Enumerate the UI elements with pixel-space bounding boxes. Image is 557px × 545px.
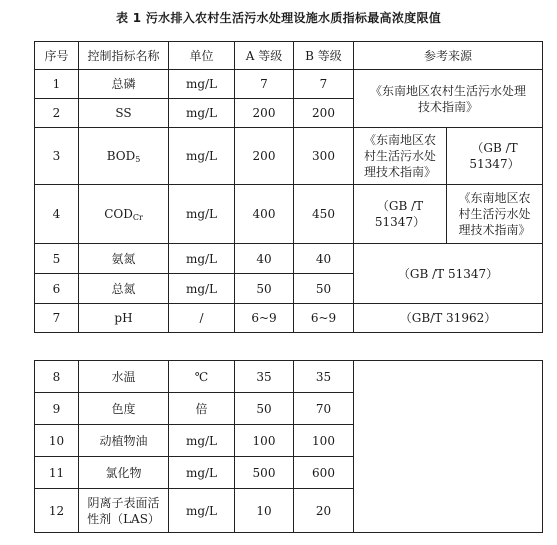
row-grade-b: 200 <box>294 99 354 128</box>
table-row <box>35 304 543 333</box>
row-no: 10 <box>35 425 79 457</box>
header-grade-b: B 等级 <box>294 42 354 70</box>
header-grade-a: A 等级 <box>235 42 294 70</box>
row-grade-b: 40 <box>294 244 354 274</box>
row-name: 阴离子表面活性剂（LAS） <box>79 489 169 533</box>
row-source: （GB /T 51347） <box>354 244 543 304</box>
table-row <box>35 185 543 244</box>
row-unit: / <box>169 304 235 333</box>
row-name: SS <box>79 99 169 128</box>
row-grade-a: 400 <box>235 185 294 244</box>
row-source-left: （GB /T 51347） <box>354 185 447 244</box>
row-grade-b: 600 <box>294 457 354 489</box>
row-no: 11 <box>35 457 79 489</box>
row-grade-a: 100 <box>235 425 294 457</box>
row-grade-b: 6~9 <box>294 304 354 333</box>
row-no: 3 <box>35 128 79 185</box>
row-grade-a: 10 <box>235 489 294 533</box>
row-grade-b: 7 <box>294 70 354 99</box>
row-no: 5 <box>35 244 79 274</box>
row-unit: mg/L <box>169 99 235 128</box>
row-name-main: BOD <box>106 149 136 163</box>
indicator-table-part-1 <box>34 41 543 333</box>
indicator-table-part-2 <box>34 360 543 533</box>
header-source: 参考来源 <box>354 42 543 70</box>
table-row <box>35 361 543 393</box>
row-name: 总氮 <box>79 274 169 304</box>
row-no: 6 <box>35 274 79 304</box>
table-row <box>35 70 543 99</box>
row-grade-b: 35 <box>294 361 354 393</box>
header-unit: 单位 <box>169 42 235 70</box>
row-no: 8 <box>35 361 79 393</box>
row-source-right: 《东南地区农村生活污水处理技术指南》 <box>447 185 543 244</box>
row-source: 《东南地区农村生活污水处理技术指南》 <box>354 70 543 128</box>
row-unit: ℃ <box>169 361 235 393</box>
row-grade-a: 6~9 <box>235 304 294 333</box>
header-row <box>35 42 543 70</box>
row-name: 氯化物 <box>79 457 169 489</box>
row-unit: mg/L <box>169 185 235 244</box>
row-name: 总磷 <box>79 70 169 99</box>
row-grade-a: 50 <box>235 393 294 425</box>
row-grade-a: 40 <box>235 244 294 274</box>
row-grade-a: 35 <box>235 361 294 393</box>
row-unit: 倍 <box>169 393 235 425</box>
row-unit: mg/L <box>169 489 235 533</box>
row-grade-a: 500 <box>235 457 294 489</box>
row-unit: mg/L <box>169 128 235 185</box>
row-name <box>79 185 169 244</box>
row-name-subscript: Cr <box>132 213 143 222</box>
row-name: 色度 <box>79 393 169 425</box>
row-name: 水温 <box>79 361 169 393</box>
row-grade-a: 200 <box>235 99 294 128</box>
row-grade-b: 100 <box>294 425 354 457</box>
row-name: pH <box>79 304 169 333</box>
table-title: 表 1 污水排入农村生活污水处理设施水质指标最高浓度限值 <box>115 11 442 25</box>
row-grade-b: 70 <box>294 393 354 425</box>
row-no: 4 <box>35 185 79 244</box>
row-no: 2 <box>35 99 79 128</box>
row-grade-b: 20 <box>294 489 354 533</box>
row-grade-b: 50 <box>294 274 354 304</box>
header-no: 序号 <box>35 42 79 70</box>
row-name <box>79 128 169 185</box>
row-grade-a: 7 <box>235 70 294 99</box>
table-row <box>35 244 543 274</box>
row-name-main: COD <box>104 207 133 221</box>
row-unit: mg/L <box>169 70 235 99</box>
row-unit: mg/L <box>169 244 235 274</box>
row-unit: mg/L <box>169 274 235 304</box>
row-unit: mg/L <box>169 457 235 489</box>
empty-source-cell <box>354 361 543 533</box>
row-no: 1 <box>35 70 79 99</box>
header-name: 控制指标名称 <box>79 42 169 70</box>
row-name: 氨氮 <box>79 244 169 274</box>
row-source: （GB/T 31962） <box>354 304 543 333</box>
row-name: 动植物油 <box>79 425 169 457</box>
row-no: 12 <box>35 489 79 533</box>
row-grade-b: 450 <box>294 185 354 244</box>
row-grade-a: 200 <box>235 128 294 185</box>
row-name-subscript: 5 <box>135 155 141 164</box>
table-row <box>35 128 543 185</box>
row-no: 9 <box>35 393 79 425</box>
row-grade-b: 300 <box>294 128 354 185</box>
row-grade-a: 50 <box>235 274 294 304</box>
row-no: 7 <box>35 304 79 333</box>
row-source-right: （GB /T 51347） <box>447 128 543 185</box>
row-unit: mg/L <box>169 425 235 457</box>
row-source-left: 《东南地区农村生活污水处理技术指南》 <box>354 128 447 185</box>
